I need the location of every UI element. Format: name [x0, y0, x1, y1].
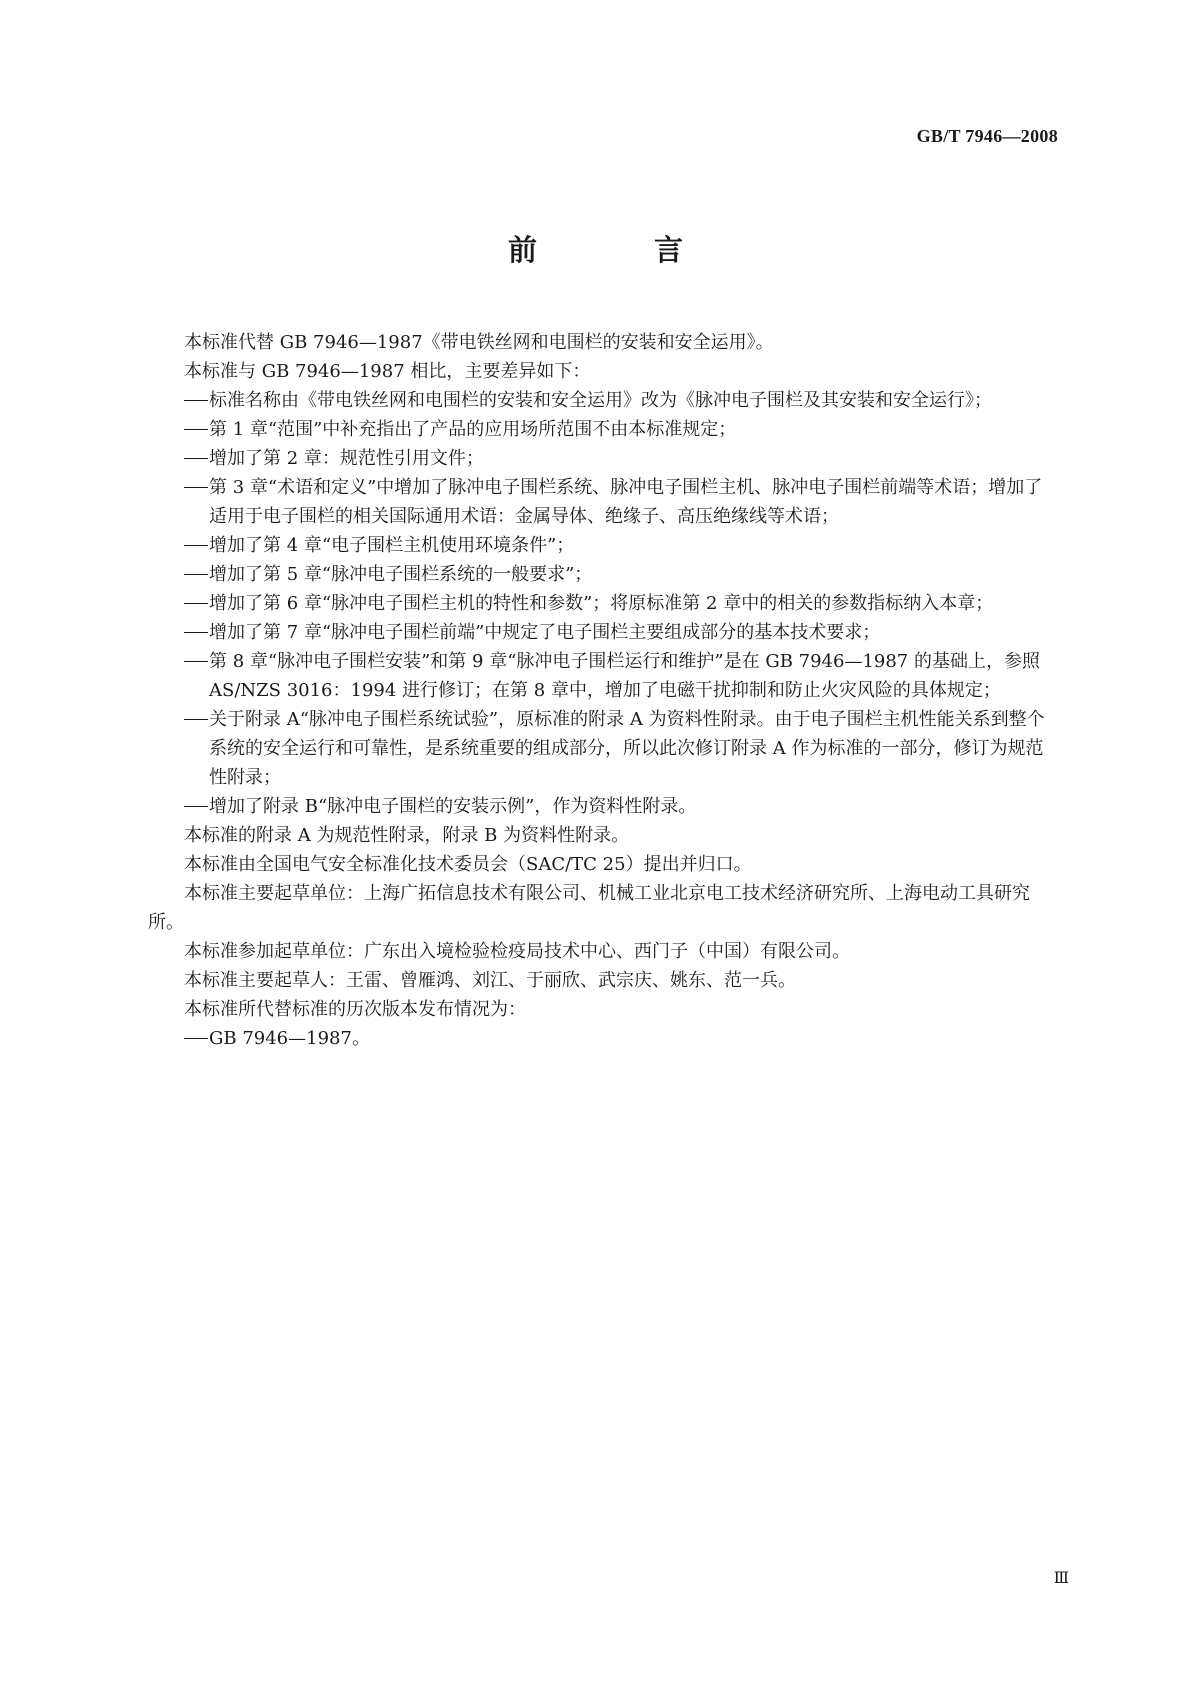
dash-marker	[184, 661, 208, 662]
foreword-body	[148, 328, 1058, 1053]
list-item	[148, 531, 1058, 560]
list-item	[148, 647, 1058, 705]
list-item	[148, 618, 1058, 647]
list-item	[148, 386, 1058, 415]
dash-marker	[184, 400, 208, 401]
paragraph: 本标准主要起草单位：上海广拓信息技术有限公司、机械工业北京电工技术经济研究所、上海电动工具研究所。	[148, 883, 1030, 933]
list-item-text: 增加了附录 B“脉冲电子围栏的安装示例”，作为资料性附录。	[209, 796, 697, 817]
page-number: Ⅲ	[1053, 1570, 1069, 1587]
dash-marker	[184, 806, 208, 807]
list-item	[148, 705, 1058, 792]
dash-marker	[184, 632, 208, 633]
standard-code: GB/T 7946—2008	[916, 126, 1058, 146]
list-item	[148, 589, 1058, 618]
list-item-text: 关于附录 A“脉冲电子围栏系统试验”，原标准的附录 A 为资料性附录。由于电子围栏主机性能关系到整个系统的安全运行和可靠性，是系统重要的组成部分，所以此次修订附录 A 作为标准的一部分，修订为规范性附录；	[209, 709, 1045, 788]
list-item-text: GB 7946—1987。	[209, 1028, 370, 1049]
dash-marker	[184, 429, 208, 430]
list-item-text: 标准名称由《带电铁丝网和电围栏的安装和安全运用》改为《脉冲电子围栏及其安装和安全运行》；	[209, 390, 992, 411]
list-item-text: 增加了第 4 章“电子围栏主机使用环境条件”；	[209, 535, 575, 556]
paragraph: 本标准主要起草人：王雷、曾雁鸿、刘江、于丽欣、武宗庆、姚东、范一兵。	[184, 970, 796, 991]
paragraph: 本标准所代替标准的历次版本发布情况为：	[184, 999, 526, 1020]
paragraph: 本标准的附录 A 为规范性附录，附录 B 为资料性附录。	[184, 825, 630, 846]
paragraph: 本标准由全国电气安全标准化技术委员会（SAC/TC 25）提出并归口。	[184, 854, 752, 875]
dash-marker	[184, 574, 208, 575]
list-item-text: 第 1 章“范围”中补充指出了产品的应用场所范围不由本标准规定；	[209, 419, 737, 440]
list-item	[148, 444, 1058, 473]
paragraph: 本标准参加起草单位：广东出入境检验检疫局技术中心、西门子（中国）有限公司。	[184, 941, 850, 962]
dash-marker	[184, 719, 208, 720]
list-item-text: 第 3 章“术语和定义”中增加了脉冲电子围栏系统、脉冲电子围栏主机、脉冲电子围栏前端等术语；增加了适用于电子围栏的相关国际通用术语：金属导体、绝缘子、高压绝缘线等术语；	[209, 477, 1043, 527]
dash-marker	[184, 603, 208, 604]
page-title: 前 言	[507, 233, 727, 267]
paragraph: 本标准与 GB 7946—1987 相比，主要差异如下：	[184, 361, 591, 382]
dash-marker	[184, 545, 208, 546]
list-item-text: 增加了第 5 章“脉冲电子围栏系统的一般要求”；	[209, 564, 593, 585]
list-item-text: 增加了第 7 章“脉冲电子围栏前端”中规定了电子围栏主要组成部分的基本技术要求；	[209, 622, 881, 643]
list-item	[148, 560, 1058, 589]
paragraph: 本标准代替 GB 7946—1987《带电铁丝网和电围栏的安装和安全运用》。	[184, 332, 774, 353]
list-item	[148, 415, 1058, 444]
list-item-text: 第 8 章“脉冲电子围栏安装”和第 9 章“脉冲电子围栏运行和维护”是在 GB 7946—1987 的基础上，参照 AS/NZS 3016：1994 进行修订；在第 8 章中，增加了电磁干扰抑制和防止火灾风险的具体规定；	[209, 651, 1040, 701]
dash-marker	[184, 1038, 208, 1039]
list-item-text: 增加了第 2 章：规范性引用文件；	[209, 448, 484, 469]
list-item	[148, 792, 1058, 821]
list-item-text: 增加了第 6 章“脉冲电子围栏主机的特性和参数”；将原标准第 2 章中的相关的参数指标纳入本章；	[209, 593, 994, 614]
dash-marker	[184, 458, 208, 459]
dash-marker	[184, 487, 208, 488]
list-item	[148, 1024, 1058, 1053]
list-item	[148, 473, 1058, 531]
